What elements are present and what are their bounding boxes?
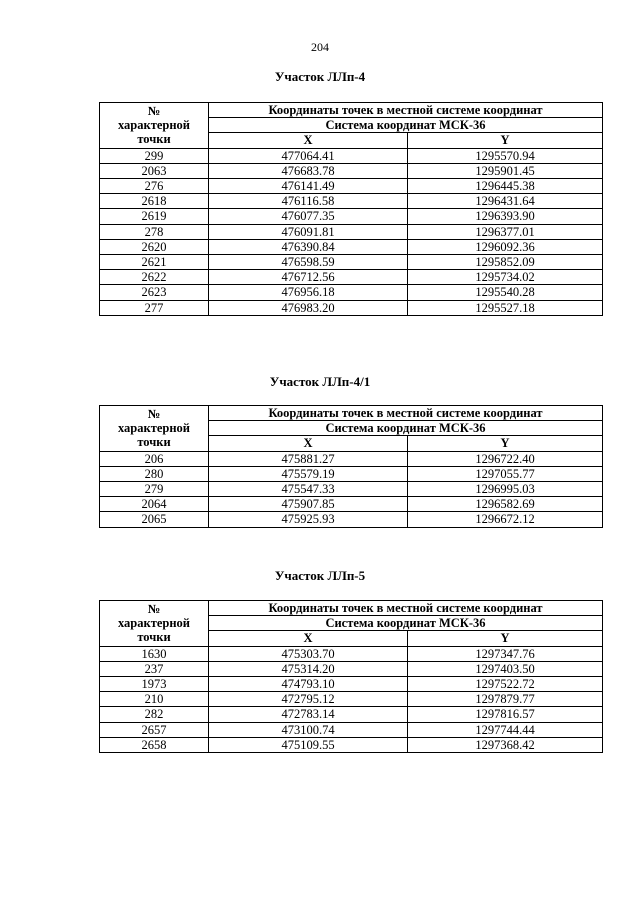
table-row bbox=[100, 722, 603, 737]
x-coordinate-cell: 477064.41 bbox=[209, 148, 408, 163]
y-coordinate-cell: 1296582.69 bbox=[408, 497, 603, 512]
point-number-header: № характерной точки bbox=[100, 601, 209, 647]
x-coordinate-cell: 476983.20 bbox=[209, 300, 408, 315]
table-row bbox=[100, 255, 603, 270]
y-coordinate-cell: 1297403.50 bbox=[408, 661, 603, 676]
y-coordinate-cell: 1296431.64 bbox=[408, 194, 603, 209]
x-coordinate-cell: 476141.49 bbox=[209, 179, 408, 194]
table-row bbox=[100, 677, 603, 692]
x-coordinate-cell: 472795.12 bbox=[209, 692, 408, 707]
point-number-cell: 279 bbox=[100, 482, 209, 497]
table-row bbox=[100, 270, 603, 285]
point-number-header: № характерной точки bbox=[100, 406, 209, 452]
point-number-cell: 278 bbox=[100, 224, 209, 239]
coordinates-table bbox=[99, 600, 603, 753]
y-coordinate-cell: 1297368.42 bbox=[408, 737, 603, 752]
y-coordinate-cell: 1295901.45 bbox=[408, 163, 603, 178]
coordinates-header: Координаты точек в местной системе координат bbox=[209, 103, 603, 118]
x-coordinate-cell: 475303.70 bbox=[209, 646, 408, 661]
x-coordinate-cell: 476712.56 bbox=[209, 270, 408, 285]
table-row bbox=[100, 661, 603, 676]
x-coordinate-cell: 475925.93 bbox=[209, 512, 408, 527]
y-coordinate-cell: 1296092.36 bbox=[408, 239, 603, 254]
point-number-cell: 2063 bbox=[100, 163, 209, 178]
x-column-header: X bbox=[209, 133, 408, 148]
x-coordinate-cell: 475109.55 bbox=[209, 737, 408, 752]
point-number-cell: 2619 bbox=[100, 209, 209, 224]
page-number: 204 bbox=[311, 40, 329, 54]
point-number-cell: 2622 bbox=[100, 270, 209, 285]
y-coordinate-cell: 1295570.94 bbox=[408, 148, 603, 163]
section-title: Участок ЛЛп-4/1 bbox=[269, 374, 371, 389]
y-coordinate-cell: 1295852.09 bbox=[408, 255, 603, 270]
table-row bbox=[100, 482, 603, 497]
point-number-cell: 210 bbox=[100, 692, 209, 707]
table-row bbox=[100, 497, 603, 512]
point-number-cell: 2621 bbox=[100, 255, 209, 270]
table-row bbox=[100, 209, 603, 224]
y-coordinate-cell: 1295540.28 bbox=[408, 285, 603, 300]
x-coordinate-cell: 476077.35 bbox=[209, 209, 408, 224]
table-row bbox=[100, 148, 603, 163]
point-number-cell: 2658 bbox=[100, 737, 209, 752]
point-number-cell: 2623 bbox=[100, 285, 209, 300]
table-row bbox=[100, 707, 603, 722]
x-coordinate-cell: 476598.59 bbox=[209, 255, 408, 270]
coordinates-table bbox=[99, 102, 603, 316]
point-number-cell: 299 bbox=[100, 148, 209, 163]
table-row bbox=[100, 646, 603, 661]
section-title: Участок ЛЛп-5 bbox=[274, 568, 366, 583]
table-row bbox=[100, 163, 603, 178]
coordinates-table bbox=[99, 405, 603, 528]
point-number-cell: 1630 bbox=[100, 646, 209, 661]
y-coordinate-cell: 1297744.44 bbox=[408, 722, 603, 737]
point-number-header: № характерной точки bbox=[100, 103, 209, 149]
x-coordinate-cell: 475547.33 bbox=[209, 482, 408, 497]
y-coordinate-cell: 1297347.76 bbox=[408, 646, 603, 661]
y-coordinate-cell: 1296672.12 bbox=[408, 512, 603, 527]
table-row bbox=[100, 285, 603, 300]
y-coordinate-cell: 1296995.03 bbox=[408, 482, 603, 497]
point-number-cell: 280 bbox=[100, 466, 209, 481]
point-number-cell: 2620 bbox=[100, 239, 209, 254]
y-coordinate-cell: 1296445.38 bbox=[408, 179, 603, 194]
point-number-cell: 276 bbox=[100, 179, 209, 194]
point-number-cell: 277 bbox=[100, 300, 209, 315]
x-coordinate-cell: 475579.19 bbox=[209, 466, 408, 481]
x-coordinate-cell: 476116.58 bbox=[209, 194, 408, 209]
y-coordinate-cell: 1297879.77 bbox=[408, 692, 603, 707]
y-column-header: Y bbox=[408, 436, 603, 451]
coordinate-system-header: Система координат МСК-36 bbox=[209, 616, 603, 631]
x-coordinate-cell: 476956.18 bbox=[209, 285, 408, 300]
table-row bbox=[100, 466, 603, 481]
x-column-header: X bbox=[209, 631, 408, 646]
y-coordinate-cell: 1296377.01 bbox=[408, 224, 603, 239]
y-coordinate-cell: 1297816.57 bbox=[408, 707, 603, 722]
point-number-cell: 2064 bbox=[100, 497, 209, 512]
point-number-cell: 1973 bbox=[100, 677, 209, 692]
y-coordinate-cell: 1297055.77 bbox=[408, 466, 603, 481]
point-number-cell: 2618 bbox=[100, 194, 209, 209]
x-coordinate-cell: 476390.84 bbox=[209, 239, 408, 254]
y-coordinate-cell: 1296393.90 bbox=[408, 209, 603, 224]
section-title: Участок ЛЛп-4 bbox=[274, 69, 366, 84]
coordinates-header: Координаты точек в местной системе координат bbox=[209, 601, 603, 616]
point-number-cell: 2657 bbox=[100, 722, 209, 737]
x-coordinate-cell: 476683.78 bbox=[209, 163, 408, 178]
x-column-header: X bbox=[209, 436, 408, 451]
point-number-cell: 206 bbox=[100, 451, 209, 466]
table-row bbox=[100, 239, 603, 254]
x-coordinate-cell: 475881.27 bbox=[209, 451, 408, 466]
y-coordinate-cell: 1295734.02 bbox=[408, 270, 603, 285]
y-coordinate-cell: 1295527.18 bbox=[408, 300, 603, 315]
table-row bbox=[100, 194, 603, 209]
y-coordinate-cell: 1296722.40 bbox=[408, 451, 603, 466]
table-row bbox=[100, 692, 603, 707]
y-column-header: Y bbox=[408, 631, 603, 646]
table-row bbox=[100, 737, 603, 752]
point-number-cell: 2065 bbox=[100, 512, 209, 527]
point-number-cell: 282 bbox=[100, 707, 209, 722]
y-coordinate-cell: 1297522.72 bbox=[408, 677, 603, 692]
table-row bbox=[100, 179, 603, 194]
y-column-header: Y bbox=[408, 133, 603, 148]
table-row bbox=[100, 300, 603, 315]
table-row bbox=[100, 451, 603, 466]
x-coordinate-cell: 476091.81 bbox=[209, 224, 408, 239]
point-number-cell: 237 bbox=[100, 661, 209, 676]
x-coordinate-cell: 473100.74 bbox=[209, 722, 408, 737]
x-coordinate-cell: 475907.85 bbox=[209, 497, 408, 512]
coordinate-system-header: Система координат МСК-36 bbox=[209, 118, 603, 133]
table-row bbox=[100, 224, 603, 239]
coordinate-system-header: Система координат МСК-36 bbox=[209, 421, 603, 436]
x-coordinate-cell: 475314.20 bbox=[209, 661, 408, 676]
x-coordinate-cell: 474793.10 bbox=[209, 677, 408, 692]
x-coordinate-cell: 472783.14 bbox=[209, 707, 408, 722]
table-row bbox=[100, 512, 603, 527]
coordinates-header: Координаты точек в местной системе координат bbox=[209, 406, 603, 421]
